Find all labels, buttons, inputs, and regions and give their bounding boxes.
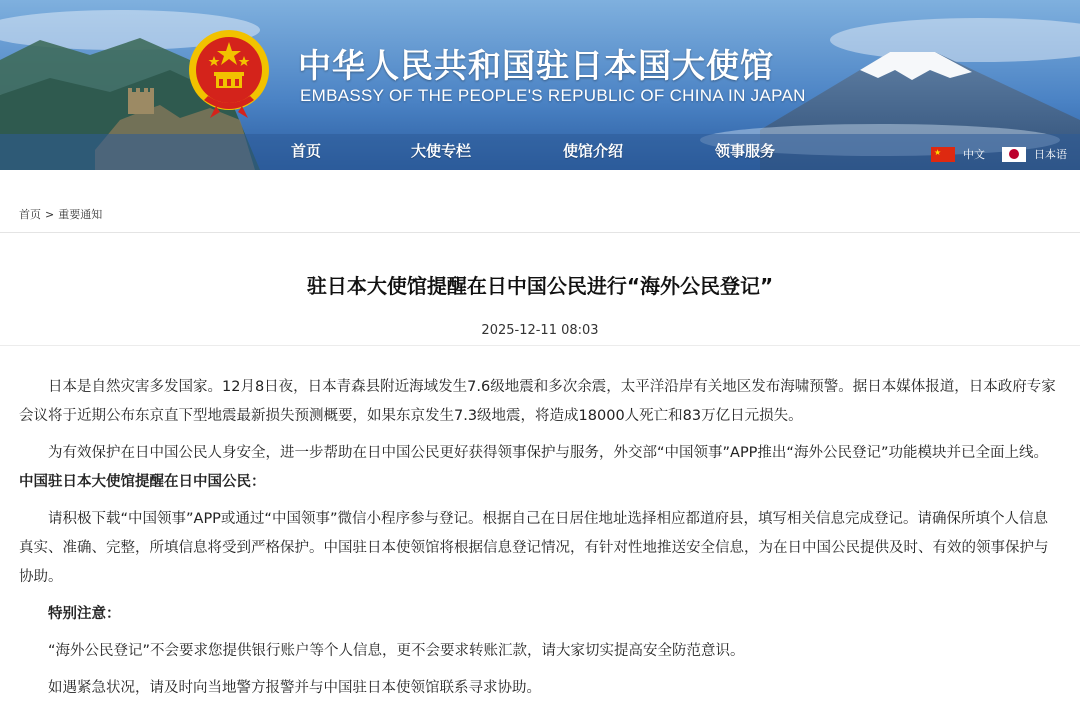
nav-item-ambassador-column[interactable]: 大使专栏: [411, 142, 472, 160]
article-date: 2025-12-11 08:03: [481, 323, 599, 338]
special-notice-heading: 特别注意：: [48, 606, 121, 622]
nav-item-consular-service[interactable]: 领事服务: [715, 142, 776, 160]
language-japanese[interactable]: [1002, 146, 1067, 162]
article-paragraph-2-text: 为有效保护在日中国公民人身安全，进一步帮助在日中国公民更好获得领事保护与服务，外交部“中国领事”APP推出“海外公民登记”功能模块并已全面上线。: [48, 445, 1048, 461]
nav-item-embassy-intro[interactable]: 使馆介绍: [563, 142, 624, 160]
article-paragraph-4: “海外公民登记”不会要求您提供银行账户等个人信息，更不会要求转账汇款，请大家切实提高安全防范意识。: [48, 643, 745, 659]
article-paragraph-3: 请积极下载“中国领事”APP或通过“中国领事”微信小程序参与登记。根据自己在日居住地址选择相应都道府县，填写相关信息完成登记。请确保所填个人信息真实、准确、完整，所填信息将受到严格保护。中国驻日本使领馆将根据信息登记情况，有针对性地推送安全信息，为在日中国公民提供及时、有效的领事保护与协助。: [19, 511, 1049, 585]
article-paragraph-2: [19, 439, 1061, 497]
article-paragraph-2-emphasis: 中国驻日本大使馆提醒在日中国公民：: [19, 474, 266, 490]
site-title-chinese: 中华人民共和国驻日本国大使馆: [298, 46, 774, 85]
japan-flag-icon: [1002, 147, 1026, 162]
article-paragraph-5: 如遇紧急状况，请及时向当地警方报警并与中国驻日本使领馆联系寻求协助。: [48, 680, 541, 696]
article-paragraph-1: 日本是自然灾害多发国家。12月8日夜，日本青森县附近海域发生7.6级地震和多次余震，太平洋沿岸有关地区发布海啸预警。据日本媒体报道，日本政府专家会议将于近期公布东京直下型地震最新损失预测概要，如果东京发生7.3级地震，将造成18000人死亡和83万亿日元损失。: [19, 379, 1056, 424]
china-flag-icon: ★: [931, 147, 955, 162]
language-chinese-label: 中文: [963, 148, 985, 161]
breadcrumb-divider: [0, 232, 1080, 233]
nav-item-home[interactable]: 首页: [291, 142, 322, 160]
header-banner: [0, 0, 1080, 170]
article-title: 驻日本大使馆提醒在日中国公民进行“海外公民登记”: [306, 274, 774, 298]
breadcrumb-home-link[interactable]: 首页: [19, 208, 41, 221]
site-title-english: EMBASSY OF THE PEOPLE'S REPUBLIC OF CHINA IN JAPAN: [300, 86, 806, 105]
national-emblem-icon: [186, 26, 272, 120]
language-chinese[interactable]: [931, 146, 985, 162]
main-nav: [0, 134, 1080, 170]
breadcrumb-separator: >: [45, 208, 55, 221]
breadcrumb-current-link[interactable]: 重要通知: [58, 208, 103, 221]
breadcrumb: [19, 206, 102, 222]
article-body: [19, 373, 1061, 711]
title-divider: [0, 345, 1080, 346]
language-japanese-label: 日本语: [1034, 148, 1067, 161]
